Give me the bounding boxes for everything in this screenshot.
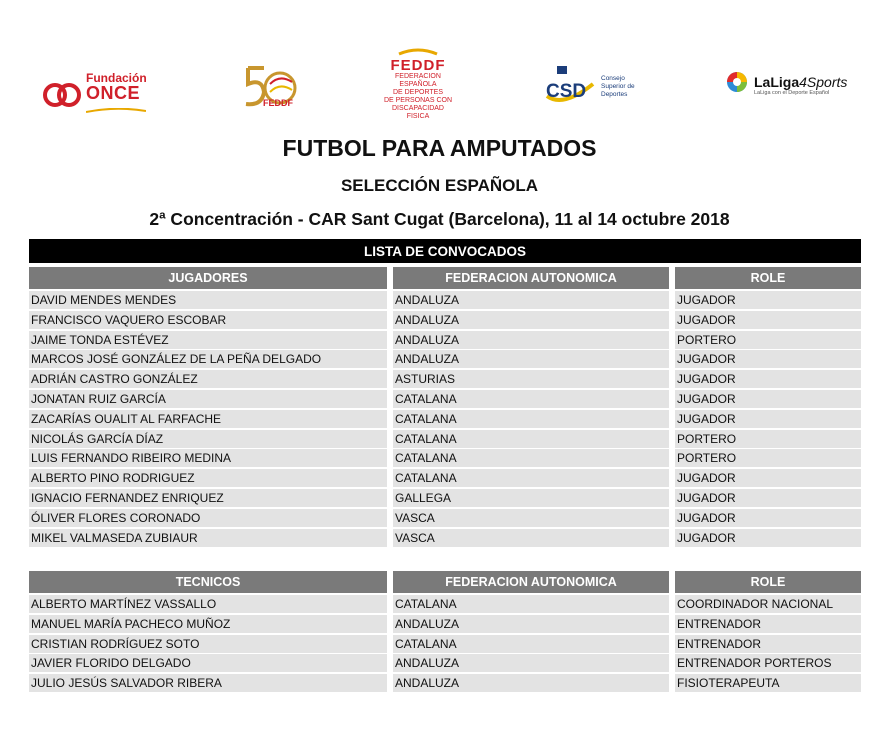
feddf-50-logo	[240, 64, 298, 110]
players-row-federation-cell: VASCA	[393, 529, 669, 547]
players-row-role-cell: PORTERO	[675, 449, 861, 467]
staff-header-role: ROLE	[675, 571, 861, 593]
feddf50-label: FEDDF	[263, 98, 293, 108]
once-rings-icon	[42, 80, 82, 110]
csd-abbr: CSD	[546, 81, 587, 102]
players-row-federation-cell: GALLEGA	[393, 489, 669, 507]
players-row-name-cell: MARCOS JOSÉ GONZÁLEZ DE LA PEÑA DELGADO	[29, 350, 387, 368]
staff-header-federation: FEDERACION AUTONOMICA	[393, 571, 669, 593]
once-line1: Fundación	[86, 71, 147, 85]
staff-row-federation-cell: ANDALUZA	[393, 615, 669, 633]
players-row-name-cell: JONATAN RUIZ GARCÍA	[29, 390, 387, 408]
feddf-logo	[376, 48, 460, 121]
players-row-role-cell: JUGADOR	[675, 390, 861, 408]
players-row-federation-cell: VASCA	[393, 509, 669, 527]
laliga4sports-logo	[723, 68, 847, 102]
players-row-role-cell: PORTERO	[675, 331, 861, 349]
players-row-federation-cell: CATALANA	[393, 449, 669, 467]
players-row-name-cell: JAIME TONDA ESTÉVEZ	[29, 331, 387, 349]
players-row-name-cell: ALBERTO PINO RODRIGUEZ	[29, 469, 387, 487]
players-row-role-cell: JUGADOR	[675, 529, 861, 547]
players-row-role-cell: JUGADOR	[675, 469, 861, 487]
staff-row-name-cell: MANUEL MARÍA PACHECO MUÑOZ	[29, 615, 387, 633]
players-row-federation-cell: ANDALUZA	[393, 311, 669, 329]
players-header-role: ROLE	[675, 267, 861, 289]
staff-row-role-cell: ENTRENADOR	[675, 635, 861, 653]
staff-row-name-cell: CRISTIAN RODRÍGUEZ SOTO	[29, 635, 387, 653]
staff-row-federation-cell: CATALANA	[393, 595, 669, 613]
staff-row-name-cell: JULIO JESÚS SALVADOR RIBERA	[29, 674, 387, 692]
players-row-federation-cell: ASTURIAS	[393, 370, 669, 388]
players-row-name-cell: ÓLIVER FLORES CORONADO	[29, 509, 387, 527]
convocados-banner: LISTA DE CONVOCADOS	[29, 239, 861, 263]
event-details: 2ª Concentración - CAR Sant Cugat (Barcelona), 11 al 14 octubre 2018	[149, 209, 730, 229]
players-row-role-cell: JUGADOR	[675, 370, 861, 388]
players-header-name: JUGADORES	[29, 267, 387, 289]
laliga-name: LaLiga4Sports	[754, 74, 848, 90]
staff-row-role-cell: FISIOTERAPEUTA	[675, 674, 861, 692]
staff-row-federation-cell: CATALANA	[393, 635, 669, 653]
players-row-role-cell: JUGADOR	[675, 350, 861, 368]
feddf-swoosh-icon	[395, 48, 441, 56]
feddf-abbr: FEDDF	[390, 57, 446, 74]
players-row-role-cell: JUGADOR	[675, 509, 861, 527]
players-row-role-cell: JUGADOR	[675, 311, 861, 329]
players-row-federation-cell: ANDALUZA	[393, 331, 669, 349]
players-row-role-cell: PORTERO	[675, 430, 861, 448]
once-swoosh-icon	[86, 108, 146, 114]
players-row-federation-cell: CATALANA	[393, 430, 669, 448]
feddf-full-name: FEDERACION ESPAÑOLA DE DEPORTES DE PERSONAS CON DISCAPACIDAD FISICA	[383, 73, 453, 120]
players-row-name-cell: NICOLÁS GARCÍA DÍAZ	[29, 430, 387, 448]
players-row-federation-cell: ANDALUZA	[393, 291, 669, 309]
staff-row-federation-cell: ANDALUZA	[393, 674, 669, 692]
players-header-federation: FEDERACION AUTONOMICA	[393, 267, 669, 289]
laliga-tagline: LaLiga con el Deporte Español	[754, 90, 830, 96]
sponsor-logos	[0, 38, 879, 118]
csd-full-name: Consejo Superior de Deportes	[601, 75, 635, 98]
players-row-name-cell: ADRIÁN CASTRO GONZÁLEZ	[29, 370, 387, 388]
csd-crown-emblem-icon	[543, 64, 597, 110]
staff-row-role-cell: ENTRENADOR PORTEROS	[675, 654, 861, 672]
players-row-name-cell: DAVID MENDES MENDES	[29, 291, 387, 309]
players-row-role-cell: JUGADOR	[675, 291, 861, 309]
players-row-federation-cell: CATALANA	[393, 469, 669, 487]
staff-row-name-cell: ALBERTO MARTÍNEZ VASSALLO	[29, 595, 387, 613]
once-line2: ONCE	[86, 83, 141, 103]
players-row-name-cell: FRANCISCO VAQUERO ESCOBAR	[29, 311, 387, 329]
players-row-federation-cell: CATALANA	[393, 410, 669, 428]
players-row-role-cell: JUGADOR	[675, 489, 861, 507]
fundacion-once-logo	[42, 72, 147, 118]
staff-row-name-cell: JAVIER FLORIDO DELGADO	[29, 654, 387, 672]
laliga-ball-icon	[723, 68, 751, 102]
page-title: FUTBOL PARA AMPUTADOS	[282, 135, 597, 161]
page-subtitle: SELECCIÓN ESPAÑOLA	[340, 176, 539, 195]
players-row-federation-cell: CATALANA	[393, 390, 669, 408]
staff-row-role-cell: ENTRENADOR	[675, 615, 861, 633]
staff-row-federation-cell: ANDALUZA	[393, 654, 669, 672]
csd-logo	[543, 64, 635, 110]
players-row-federation-cell: ANDALUZA	[393, 350, 669, 368]
players-row-name-cell: LUIS FERNANDO RIBEIRO MEDINA	[29, 449, 387, 467]
staff-header-name: TECNICOS	[29, 571, 387, 593]
feddf-50-emblem-icon	[240, 64, 298, 110]
players-row-name-cell: IGNACIO FERNANDEZ ENRIQUEZ	[29, 489, 387, 507]
staff-row-role-cell: COORDINADOR NACIONAL	[675, 595, 861, 613]
players-row-name-cell: ZACARÍAS OUALIT AL FARFACHE	[29, 410, 387, 428]
players-row-name-cell: MIKEL VALMASEDA ZUBIAUR	[29, 529, 387, 547]
players-row-role-cell: JUGADOR	[675, 410, 861, 428]
